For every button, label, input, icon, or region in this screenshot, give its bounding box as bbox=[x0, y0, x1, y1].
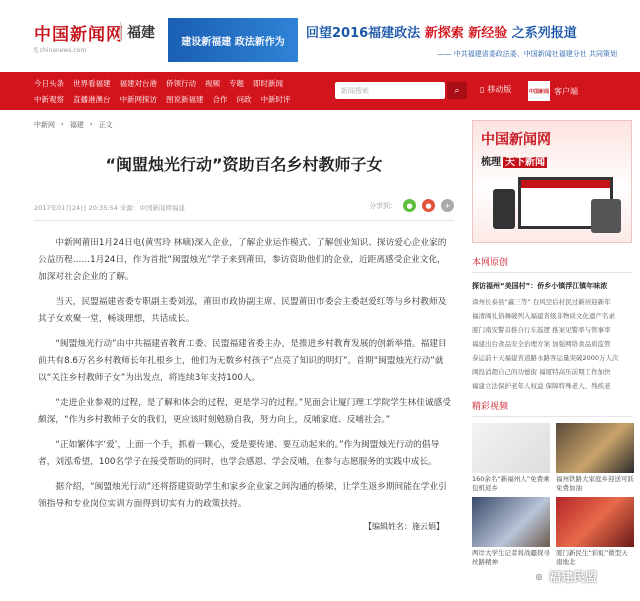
article-date-source: 2017年01月24日 20:35:54 来源：中国新闻网福建 bbox=[34, 204, 185, 212]
editor-name: 【编辑姓名：施云娟】 bbox=[364, 522, 444, 531]
nav-item[interactable]: 即时新闻 bbox=[253, 78, 283, 88]
nav-row-1 bbox=[34, 75, 334, 91]
breadcrumb-item[interactable]: 中新网 bbox=[34, 121, 55, 129]
banner-title bbox=[306, 22, 577, 41]
client-app-link[interactable] bbox=[528, 81, 578, 101]
hot-list-item[interactable]: 闽投消超自己的功德街 福厦特高压前期工作加快 bbox=[472, 368, 611, 376]
mobile-label: 移动版 bbox=[487, 85, 512, 94]
video-thumbnail bbox=[472, 423, 550, 473]
sidebar-banner-sub-b: 天下新闻 bbox=[505, 157, 545, 168]
banner-title-c: 之系列报道 bbox=[511, 26, 577, 41]
article-body bbox=[34, 235, 454, 532]
article-paragraph: “正如繁体字‘爱’，上面一个手，抓着一颗心，爱是要传递、要互动起来的。”作为闽盟烛光行动的倡导者，刘泓希望，100名学子在接受帮助的同时，也学会感恩、学会反哺，在参与志愿服务的实践中成长。 bbox=[38, 440, 440, 467]
mobile-version-link[interactable] bbox=[480, 84, 511, 95]
article bbox=[34, 140, 454, 532]
nav-item[interactable]: 世界看福建 bbox=[73, 78, 111, 88]
article-title: “闽盟烛光行动”资助百名乡村教师子女 bbox=[105, 155, 383, 174]
main-nav bbox=[0, 72, 640, 110]
search-button[interactable] bbox=[447, 82, 467, 99]
sidebar-banner-subtitle bbox=[481, 153, 547, 168]
header-banner[interactable] bbox=[168, 18, 623, 62]
article-meta bbox=[34, 201, 454, 221]
article-paragraph: 据介绍，“闽盟烛光行动”还将搭建资助学生和家乡企业家之间沟通的桥梁，让学生返乡期间能在学业引领指导和专业岗位实训方面得到切实有力的政策扶持。 bbox=[38, 482, 447, 509]
sidebar-banner-sub-a: 梳理 bbox=[481, 157, 501, 168]
nav-item[interactable]: 中新时评 bbox=[260, 94, 291, 104]
watermark-text: 福建民盟 bbox=[549, 570, 598, 584]
hot-list-item[interactable]: 厦门南安警首推自行车巡逻 推案见警率与管事率 bbox=[472, 326, 611, 334]
weibo-share-icon[interactable]: ● bbox=[422, 199, 435, 212]
wechat-icon: ◎ bbox=[532, 570, 546, 584]
hot-list-item[interactable]: 泰运前十天福建省道路水路客运量突破2000万人次 bbox=[472, 354, 619, 362]
mobile-phone-icon: ▯ bbox=[480, 85, 485, 94]
video-section-heading: 精彩视频 bbox=[472, 399, 632, 417]
nav-item[interactable]: 图说新福建 bbox=[166, 94, 204, 104]
breadcrumb-item[interactable]: 福建 bbox=[69, 121, 84, 129]
video-caption: 两岸大学生记者将战疆探寻丝路精神 bbox=[472, 549, 550, 566]
hot-list-item[interactable]: 福清闽礼俗舞破列入福建省级非物质文化遗产名录 bbox=[472, 312, 615, 320]
nav-row-2 bbox=[34, 91, 334, 107]
breadcrumb-item: 正文 bbox=[98, 121, 113, 129]
watermark bbox=[532, 568, 597, 585]
video-thumbnail bbox=[472, 497, 550, 547]
nav-item[interactable]: 问政 bbox=[236, 94, 252, 104]
nav-item[interactable]: 福建对台港 bbox=[119, 78, 157, 88]
hot-list bbox=[472, 295, 632, 393]
video-caption: 厦门新民生“彩虹”微型天南地北 bbox=[556, 549, 628, 566]
video-card[interactable] bbox=[472, 423, 550, 493]
sidebar-banner-logo: 中国新闻网 bbox=[481, 132, 551, 148]
article-paragraph: 中新网莆田1月24日电(黄雪玲 林嘀)深入企业，了解企业运作模式、了解创业知识、探访爱心企业家的公益历程……1月24日，作为首批“闽盟烛光”学子来到莆田，参访资助他们的企业，近距离感受企业文化，加深对社会企业的了解。 bbox=[38, 238, 447, 282]
nav-links bbox=[34, 75, 334, 107]
tablet-graphic bbox=[591, 199, 621, 233]
search-icon: ⌕ bbox=[454, 85, 460, 96]
video-grid bbox=[472, 423, 632, 567]
wechat-share-icon[interactable]: ● bbox=[403, 199, 416, 212]
nav-item[interactable]: 视频 bbox=[205, 78, 220, 88]
breadcrumb-separator: › bbox=[61, 120, 64, 128]
logo-text: 中国新闻网 bbox=[34, 25, 124, 45]
share-label: 分享到： bbox=[369, 201, 397, 210]
video-card[interactable] bbox=[556, 423, 634, 493]
nav-item[interactable]: 直播港澳台 bbox=[73, 94, 111, 104]
nav-item[interactable]: 中新观察 bbox=[34, 94, 64, 104]
video-thumbnail bbox=[556, 497, 634, 547]
video-thumbnail bbox=[556, 423, 634, 473]
banner-title-b: 新探索 新经验 bbox=[424, 26, 508, 41]
banner-left: 建设新福建 政法新作为 bbox=[168, 18, 298, 62]
hot-list-item[interactable]: 福建出台食品安全治理方案 加强网络食品质监管 bbox=[472, 340, 611, 348]
banner-title-a: 回望2016福建政法 bbox=[306, 26, 421, 41]
hot-list-item[interactable]: 福建立法保护老年人权益 保障特殊老人、残疾老 bbox=[472, 382, 611, 390]
nav-item[interactable]: 中新网探访 bbox=[119, 94, 157, 104]
client-label: 客户端 bbox=[554, 86, 578, 96]
article-paragraph: 当天，民盟福建省委专职副主委刘泓，莆田市政协副主席、民盟莆田市委会主委赵爱红等与乡村教师及其子女欢聚一堂，畅谈理想，共话成长。 bbox=[38, 297, 447, 324]
phone-graphic bbox=[493, 189, 515, 229]
video-caption: 福州铁路大家庭乡迎送可跃免费加油 bbox=[556, 475, 634, 492]
article-paragraph: “闽盟烛光行动”由中共福建省教育工委、民盟福建省委主办，是推进乡村教育发展的创新举措。福建目前共有8.6万名乡村教师长年扎根乡土，他们为无数乡村孩子“点亮了知识的明灯”。首期“闽盟烛光行动”就以“关注乡村教师子女”为出发点，将连续3年支持100人。 bbox=[38, 339, 447, 383]
video-card[interactable] bbox=[556, 497, 634, 567]
banner-right bbox=[298, 18, 623, 62]
logo-url: fj.chinanews.com bbox=[34, 47, 87, 54]
video-caption: 160余名“新福州人”免费乘包机返乡 bbox=[472, 475, 550, 492]
share-bar bbox=[369, 199, 454, 212]
hot-section-heading: 本网原创 bbox=[472, 255, 632, 273]
search-input[interactable]: 新闻搜索 bbox=[335, 82, 445, 99]
banner-subtitle: —— 中共福建省委政法委、中国新闻社福建分社 共同策划 bbox=[437, 50, 617, 58]
region-label: 福建 bbox=[120, 22, 155, 42]
sidebar-ad-banner[interactable] bbox=[472, 120, 632, 243]
nav-item[interactable]: 合作 bbox=[212, 94, 228, 104]
nav-item[interactable]: 今日头条 bbox=[34, 78, 64, 88]
sidebar bbox=[472, 120, 632, 567]
article-paragraph: “走进企业参观的过程，是了解和体会的过程，更是学习的过程。”见面会让厦门理工学院学生林佳诚感受颇深，“作为乡村教师子女的我们，更应该时刻勉励自我，努力向上，反哺家庭、反哺社会。” bbox=[38, 398, 451, 425]
nav-item[interactable]: 专题 bbox=[229, 78, 244, 88]
hot-list-item[interactable]: 漳州长泰县“赢三等” 台风空后村民过新居迎新年 bbox=[472, 298, 611, 306]
hot-headline[interactable]: 探访福州“美国村”：侨乡小镇浮江镇年味浓 bbox=[472, 282, 608, 290]
more-share-icon[interactable]: + bbox=[441, 199, 454, 212]
top-header bbox=[0, 0, 640, 72]
video-card[interactable] bbox=[472, 497, 550, 567]
breadcrumb bbox=[34, 120, 113, 130]
breadcrumb-separator: › bbox=[89, 120, 93, 128]
client-logo-icon: 中国新闻 bbox=[528, 81, 550, 101]
nav-item[interactable]: 侨领行动 bbox=[166, 78, 196, 88]
